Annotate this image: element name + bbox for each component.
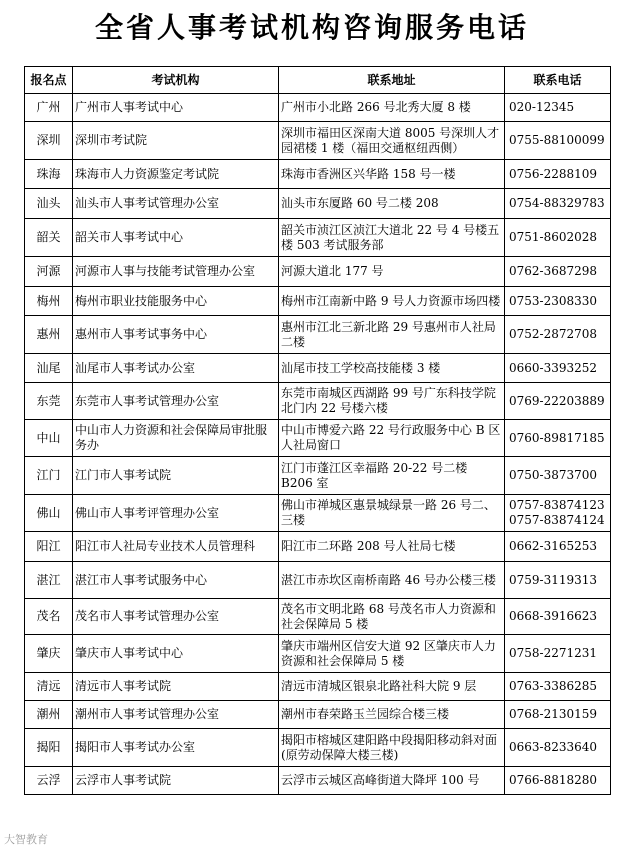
table-row bbox=[25, 635, 611, 673]
cell-phone: 0759-3119313 bbox=[505, 562, 611, 599]
cell-phone: 0769-22203889 bbox=[505, 383, 611, 420]
table-row bbox=[25, 701, 611, 729]
cell-address: 揭阳市榕城区建阳路中段揭阳移动斜对面(原劳动保障大楼三楼) bbox=[279, 729, 505, 767]
cell-city: 湛江 bbox=[25, 562, 73, 599]
table-row bbox=[25, 495, 611, 532]
table-row bbox=[25, 383, 611, 420]
table-row bbox=[25, 354, 611, 383]
cell-phone: 0760-89817185 bbox=[505, 420, 611, 457]
cell-phone: 0755-88100099 bbox=[505, 122, 611, 160]
cell-city: 江门 bbox=[25, 457, 73, 495]
cell-org: 深圳市考试院 bbox=[73, 122, 279, 160]
cell-address: 清远市清城区银泉北路社科大院 9 层 bbox=[279, 673, 505, 701]
cell-phone: 0668-3916623 bbox=[505, 599, 611, 635]
table-row bbox=[25, 122, 611, 160]
table-row bbox=[25, 287, 611, 316]
cell-phone: 020-12345 bbox=[505, 94, 611, 122]
table-row bbox=[25, 160, 611, 189]
header-org: 考试机构 bbox=[73, 67, 279, 94]
table-row bbox=[25, 189, 611, 219]
cell-address: 韶关市浈江区浈江大道北 22 号 4 号楼五楼 503 考试服务部 bbox=[279, 219, 505, 257]
cell-address: 广州市小北路 266 号北秀大厦 8 楼 bbox=[279, 94, 505, 122]
cell-phone: 0762-3687298 bbox=[505, 257, 611, 287]
cell-org: 汕尾市人事考试办公室 bbox=[73, 354, 279, 383]
cell-org: 珠海市人力资源鉴定考试院 bbox=[73, 160, 279, 189]
table-row bbox=[25, 420, 611, 457]
cell-address: 云浮市云城区高峰街道大降坪 100 号 bbox=[279, 767, 505, 795]
cell-org: 梅州市职业技能服务中心 bbox=[73, 287, 279, 316]
cell-city: 韶关 bbox=[25, 219, 73, 257]
table-row bbox=[25, 257, 611, 287]
cell-city: 珠海 bbox=[25, 160, 73, 189]
cell-org: 揭阳市人事考试办公室 bbox=[73, 729, 279, 767]
cell-org: 阳江市人社局专业技术人员管理科 bbox=[73, 532, 279, 562]
cell-address: 茂名市文明北路 68 号茂名市人力资源和社会保障局 5 楼 bbox=[279, 599, 505, 635]
cell-city: 深圳 bbox=[25, 122, 73, 160]
cell-city: 梅州 bbox=[25, 287, 73, 316]
cell-org: 中山市人力资源和社会保障局审批服务办 bbox=[73, 420, 279, 457]
table-body bbox=[25, 94, 611, 795]
cell-phone: 0660-3393252 bbox=[505, 354, 611, 383]
cell-address: 汕头市东厦路 60 号二楼 208 bbox=[279, 189, 505, 219]
cell-address: 佛山市禅城区惠景城绿景一路 26 号二、三楼 bbox=[279, 495, 505, 532]
cell-city: 广州 bbox=[25, 94, 73, 122]
cell-phone: 0766-8818280 bbox=[505, 767, 611, 795]
table-row bbox=[25, 673, 611, 701]
cell-phone: 0662-3165253 bbox=[505, 532, 611, 562]
cell-phone: 0750-3873700 bbox=[505, 457, 611, 495]
table-row bbox=[25, 94, 611, 122]
cell-org: 广州市人事考试中心 bbox=[73, 94, 279, 122]
cell-org: 茂名市人事考试管理办公室 bbox=[73, 599, 279, 635]
cell-org: 云浮市人事考试院 bbox=[73, 767, 279, 795]
cell-phone: 0756-2288109 bbox=[505, 160, 611, 189]
cell-address: 深圳市福田区深南大道 8005 号深圳人才园裙楼 1 楼（福田交通枢纽西侧） bbox=[279, 122, 505, 160]
cell-city: 揭阳 bbox=[25, 729, 73, 767]
cell-address: 梅州市江南新中路 9 号人力资源市场四楼 bbox=[279, 287, 505, 316]
cell-phone: 0757-83874123 0757-83874124 bbox=[505, 495, 611, 532]
cell-org: 河源市人事与技能考试管理办公室 bbox=[73, 257, 279, 287]
cell-city: 汕尾 bbox=[25, 354, 73, 383]
cell-org: 潮州市人事考试管理办公室 bbox=[73, 701, 279, 729]
cell-phone: 0663-8233640 bbox=[505, 729, 611, 767]
table-row bbox=[25, 457, 611, 495]
cell-address: 珠海市香洲区兴华路 158 号一楼 bbox=[279, 160, 505, 189]
cell-phone: 0752-2872708 bbox=[505, 316, 611, 354]
cell-org: 湛江市人事考试服务中心 bbox=[73, 562, 279, 599]
cell-city: 河源 bbox=[25, 257, 73, 287]
table-row bbox=[25, 729, 611, 767]
cell-city: 肇庆 bbox=[25, 635, 73, 673]
cell-phone: 0768-2130159 bbox=[505, 701, 611, 729]
cell-address: 江门市蓬江区幸福路 20-22 号二楼 B206 室 bbox=[279, 457, 505, 495]
cell-address: 汕尾市技工学校高技能楼 3 楼 bbox=[279, 354, 505, 383]
cell-address: 阳江市二环路 208 号人社局七楼 bbox=[279, 532, 505, 562]
cell-city: 惠州 bbox=[25, 316, 73, 354]
cell-address: 肇庆市端州区信安大道 92 区肇庆市人力资源和社会保障局 5 楼 bbox=[279, 635, 505, 673]
cell-org: 惠州市人事考试事务中心 bbox=[73, 316, 279, 354]
cell-org: 江门市人事考试院 bbox=[73, 457, 279, 495]
cell-city: 云浮 bbox=[25, 767, 73, 795]
cell-phone: 0763-3386285 bbox=[505, 673, 611, 701]
cell-city: 汕头 bbox=[25, 189, 73, 219]
cell-address: 河源大道北 177 号 bbox=[279, 257, 505, 287]
cell-phone: 0754-88329783 bbox=[505, 189, 611, 219]
contact-table bbox=[24, 66, 611, 795]
cell-city: 东莞 bbox=[25, 383, 73, 420]
watermark: 大智教育 bbox=[4, 833, 48, 846]
cell-org: 汕头市人事考试管理办公室 bbox=[73, 189, 279, 219]
table-row bbox=[25, 767, 611, 795]
cell-org: 韶关市人事考试中心 bbox=[73, 219, 279, 257]
table-row bbox=[25, 532, 611, 562]
header-row bbox=[25, 67, 611, 94]
cell-city: 阳江 bbox=[25, 532, 73, 562]
cell-phone: 0751-8602028 bbox=[505, 219, 611, 257]
cell-address: 东莞市南城区西湖路 99 号广东科技学院北门内 22 号楼六楼 bbox=[279, 383, 505, 420]
header-phone: 联系电话 bbox=[505, 67, 611, 94]
cell-org: 肇庆市人事考试中心 bbox=[73, 635, 279, 673]
header-address: 联系地址 bbox=[279, 67, 505, 94]
cell-city: 茂名 bbox=[25, 599, 73, 635]
cell-address: 中山市博爱六路 22 号行政服务中心 B 区人社局窗口 bbox=[279, 420, 505, 457]
cell-address: 惠州市江北三新北路 29 号惠州市人社局二楼 bbox=[279, 316, 505, 354]
cell-city: 清远 bbox=[25, 673, 73, 701]
cell-phone: 0758-2271231 bbox=[505, 635, 611, 673]
cell-address: 湛江市赤坎区南桥南路 46 号办公楼三楼 bbox=[279, 562, 505, 599]
table-row bbox=[25, 316, 611, 354]
cell-phone: 0753-2308330 bbox=[505, 287, 611, 316]
table-row bbox=[25, 219, 611, 257]
cell-city: 佛山 bbox=[25, 495, 73, 532]
table-row bbox=[25, 599, 611, 635]
page-title: 全省人事考试机构咨询服务电话 bbox=[94, 11, 529, 44]
table-row bbox=[25, 562, 611, 599]
cell-org: 佛山市人事考评管理办公室 bbox=[73, 495, 279, 532]
cell-city: 潮州 bbox=[25, 701, 73, 729]
cell-address: 潮州市春荣路玉兰园综合楼三楼 bbox=[279, 701, 505, 729]
header-city: 报名点 bbox=[25, 67, 73, 94]
cell-city: 中山 bbox=[25, 420, 73, 457]
cell-org: 清远市人事考试院 bbox=[73, 673, 279, 701]
cell-org: 东莞市人事考试管理办公室 bbox=[73, 383, 279, 420]
